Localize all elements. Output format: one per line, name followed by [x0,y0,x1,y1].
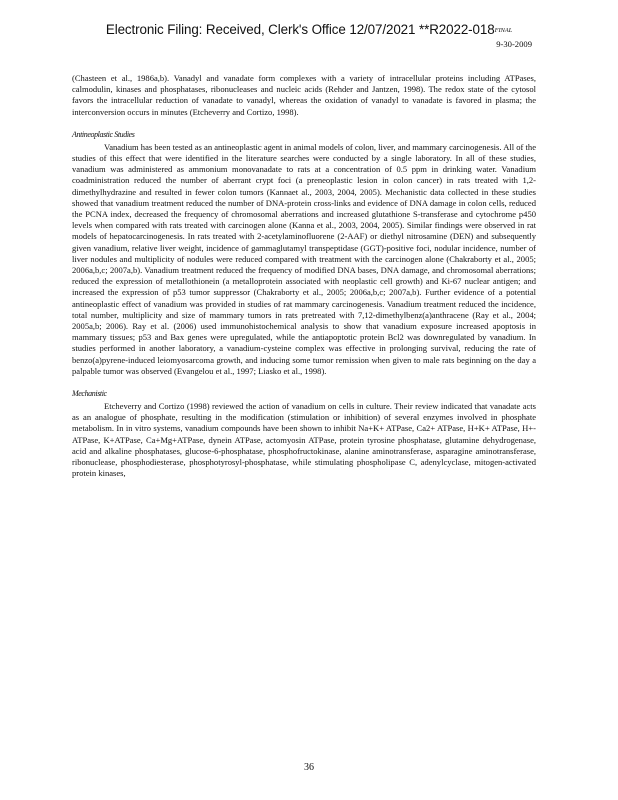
filing-header-text: Electronic Filing: Received, Clerk's Office 12/07/2021 **R2022-018 [105,22,495,37]
page-number: 36 [304,762,314,773]
intro-paragraph: (Chasteen et al., 1986a,b). Vanadyl and vanadate form complexes with a variety of intracellular proteins including ATPases, calmodulin, kinases and phosphatases, ribonucleases and nucleic acids (Rehder and Jantzen, 1998). The redox state of the cytosol favors the intracellular reduction of vanadate to vanadyl, whereas the oxidation of vanadyl to vanadate is favored in plasma; the interconversion occurs in minutes (Etcheverry and Cortizo, 1998). [72,73,536,117]
antineoplastic-paragraph: Vanadium has been tested as an antineoplastic agent in animal models of colon, liver, and mammary carcinogenesis. All of the studies of this effect that were identified in the literature searches were conducted by a single laboratory. In all of these studies, vanadium was administered as ammonium monovanadate to rats at a concentration of 0.5 ppm in drinking water. Vanadium coadministration reduced the number of aberrant crypt foci (a preneoplastic lesion in colon cancer) in rats treated with 1,2-dimethylhydrazine and resulted in fewer colon tumors (Kannaet al., 2003, 2004, 2005). Mechanistic data collected in these studies showed that vanadium treatment reduced the number of DNA-protein cross-links and evidence of DNA damage in colon cells, reduced the PCNA index, decreased the frequency of chromosomal aberrations and increased glutathione S-transferase and cytochrome p450 levels when compared with rats treated with carcinogen alone (Kanna et al., 2003, 2004, 2005). Similar findings were observed in rat models of hepatocarcinogenesis. In rats treated with 2-acetylaminofluorene (2-AAF) or diethyl nitrosamine (DEN) and subsequently given vanadium, relative liver weight, incidence of gammaglutamyl transpeptidase (GGT)-positive foci, nodular incidence, number of liver nodules and multiplicity of nodules were reduced compared with treatment with the carcinogen alone (Chakraborty et al., 2005; 2006a,b,c; 2007a,b). Vanadium treatment reduced the frequency of modified DNA bases, DNA damage, and chromosomal aberrations; reduced the expression of metallothionein (a metalloprotein associated with neoplastic cell growth) and Ki-67 nuclear antigen; and increased the expression of p53 tumor suppressor (Chakraborty et al., 2005; 2006a,b,c; 2007a,b). Further evidence of a potential antineoplastic effect of vanadium was provided in studies of rat mammary carcinogenesis. Vanadium treatment reduced the incidence, total number, multiplicity and size of mammary tumors in rats pretreated with 7,12-dimethylbenz(a)anthracene (Ray et al., 2004; 2005a,b; 2006). Ray et al. (2006) used immunohistochemical analysis to show that vanadium exposure increased apoptosis in mammary tissues; p53 and Bax genes were upregulated, while the antiapoptotic protein Bcl2 was downregulated by vanadium. In studies performed in another laboratory, a vanadium-cysteine complex was effective in prolonging survival, reducing the rate of benzo(a)pyrene-induced leiomyosarcoma growth, and inducing some tumor remission when given to male rats beginning on the day a palpable tumor was observed (Evangelou et al., 1997; Liasko et al., 1998). [72,141,536,376]
mechanistic-heading: Mechanistic [72,389,107,399]
filing-header [0,22,618,37]
filing-header-suffix: FINAL [494,27,513,34]
antineoplastic-heading: Antineoplastic Studies [72,129,135,139]
page-body [72,73,536,480]
document-date: 9-30-2009 [496,39,532,49]
mechanistic-paragraph: Etcheverry and Cortizo (1998) reviewed the action of vanadium on cells in culture. Their review indicated that vanadate acts as an analogue of phosphate, resulting in the modification (stimulation or inhibition) of several enzymes involved in phosphate metabolism. In in vitro systems, vanadium compounds have been shown to inhibit Na+K+ ATPase, Ca2+ ATPase, H+K+ ATPase, H+-ATPase, K+ATPase, Ca+Mg+ATPase, dynein ATPase, actomyosin ATPase, protein tyrosine phosphatase, glutamine dehydrogenase, acid and alkaline phosphatases, glucose-6-phosphatase, phosphofructokinase, alanine aminotransferase, asparagine aminotransferase, ribonuclease, phosphodiesterase, phosphotyrosyl-phosphatase, while stimulating phospholipase C, adenylcyclase, mitogen-activated protein kinases, [72,401,536,479]
